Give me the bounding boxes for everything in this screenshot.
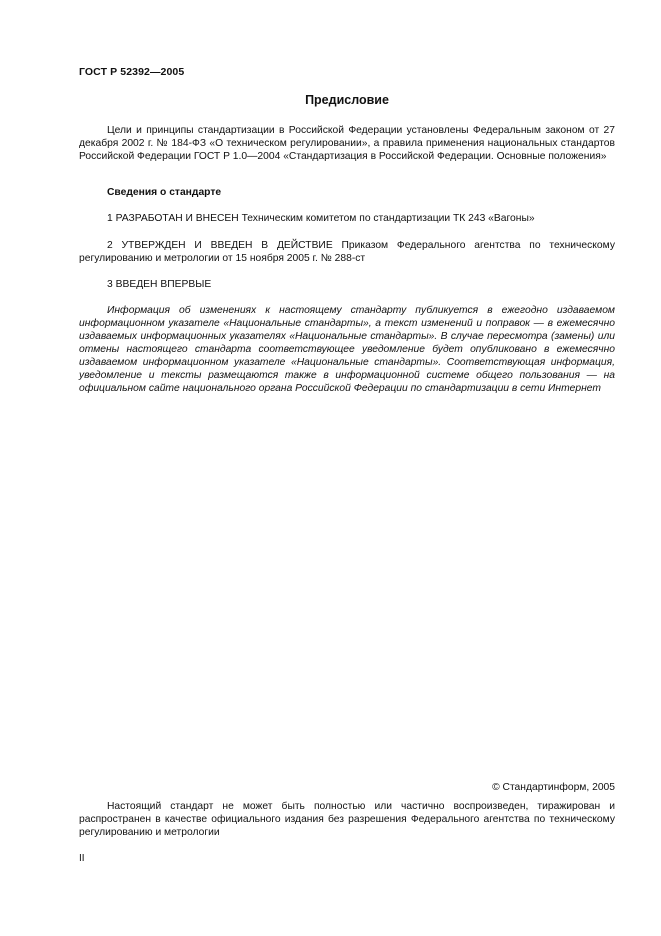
standard-info-item-3: 3 ВВЕДЕН ВПЕРВЫЕ (107, 279, 212, 290)
changes-info-paragraph: Информация об изменениях к настоящему стандарту публикуется в ежегодно издаваемом информационном указателе «Национальные стандарты», а текст изменений и поправок — в ежемесячно издаваемых информационных указателях «Национальные стандарты». В случае пересмотра (замены) или отмены настоящего стандарта соответствующее уведомление будет опубликовано в ежемесячно издаваемом информационном указателе «Национальные стандарты». Соответствующая информация, уведомление и тексты размещаются также в информационной системе общего пользования — на официальном сайте национального органа Российской Федерации по стандартизации в сети Интернет (79, 305, 615, 394)
page-number: II (79, 853, 85, 864)
copyright-notice: © Стандартинформ, 2005 (492, 782, 615, 793)
document-code: ГОСТ Р 52392—2005 (79, 66, 185, 78)
standard-info-heading: Сведения о стандарте (107, 187, 222, 198)
reproduction-notice: Настоящий стандарт не может быть полностью или частично воспроизведен, тиражирован и распространен в качестве официального издания без разрешения Федерального агентства по техническому регулированию и метрологии (79, 801, 615, 838)
standard-info-item-1: 1 РАЗРАБОТАН И ВНЕСЕН Техническим комитетом по стандартизации ТК 243 «Вагоны» (107, 213, 535, 224)
foreword-title: Предисловие (305, 93, 389, 107)
standard-info-item-2: 2 УТВЕРЖДЕН И ВВЕДЕН В ДЕЙСТВИЕ Приказом Федерального агентства по техническому регулированию и метрологии от 15 ноября 2005 г. № 288-ст (79, 240, 615, 264)
foreword-intro-paragraph: Цели и принципы стандартизации в Российской Федерации установлены Федеральным законом от 27 декабря 2002 г. № 184-ФЗ «О техническом регулировании», а правила применения национальных стандартов Российской Федерации ГОСТ Р 1.0—2004 «Стандартизация в Российской Федерации. Основные положения» (79, 125, 615, 162)
